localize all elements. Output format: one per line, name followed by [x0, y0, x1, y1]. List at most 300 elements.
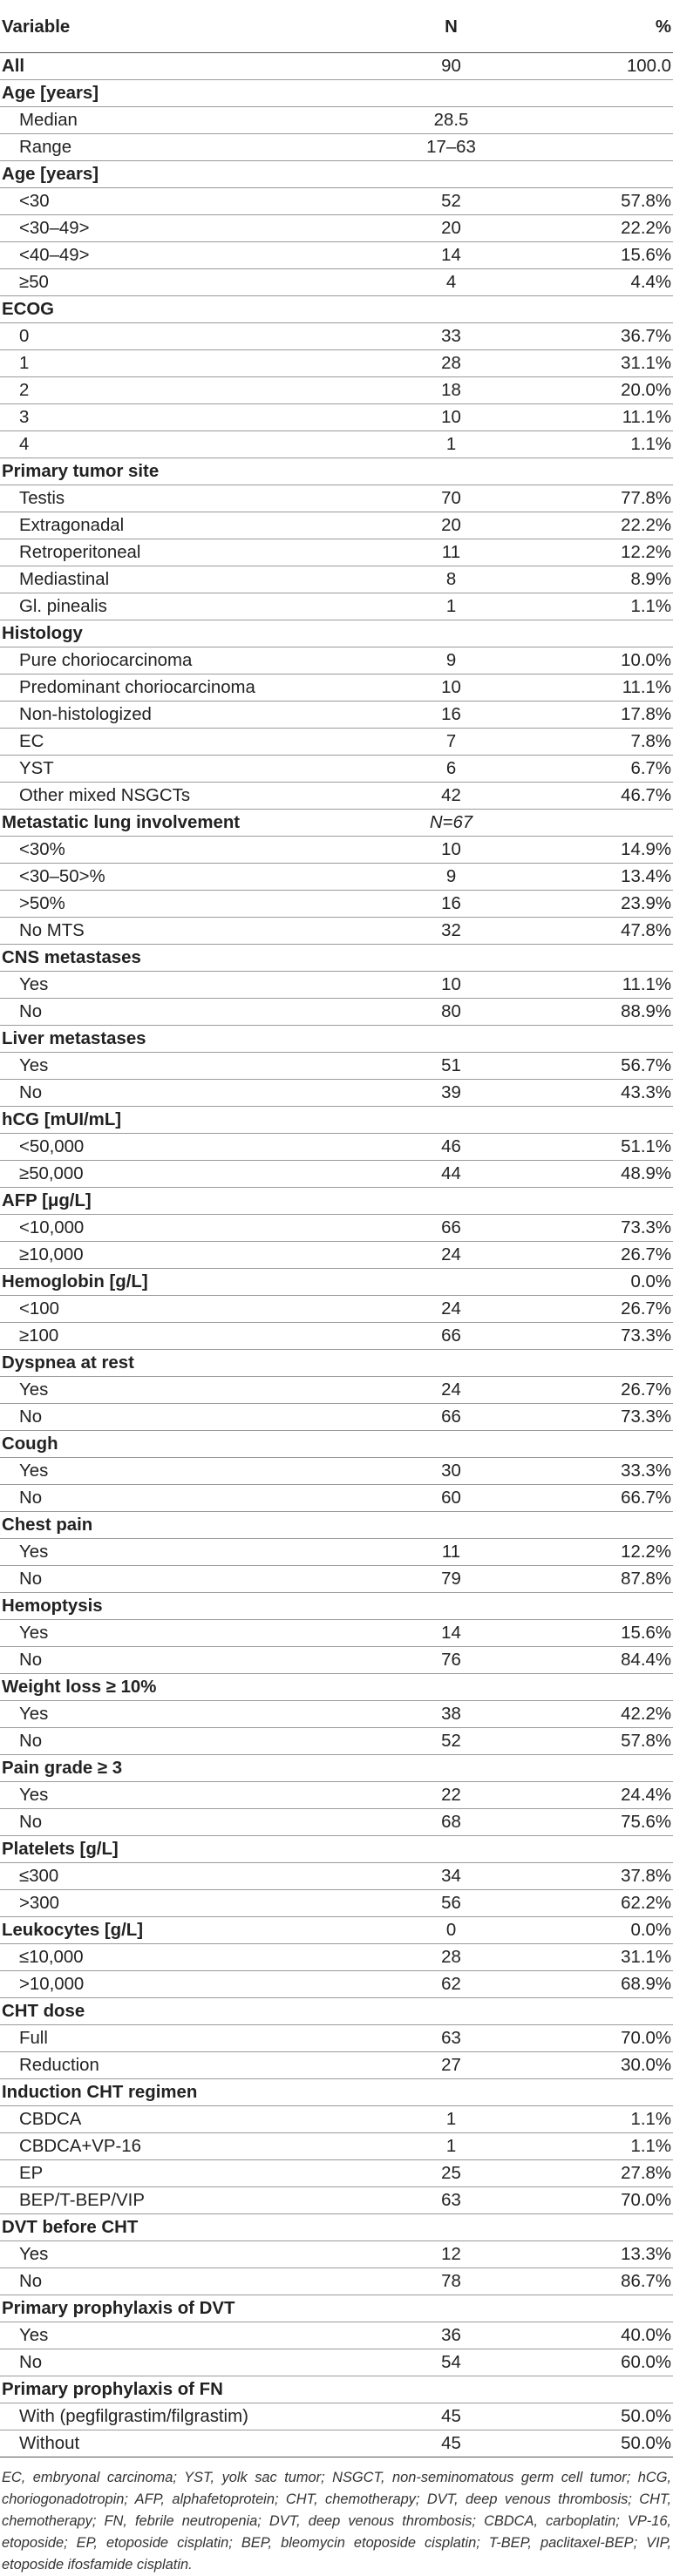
- header-n: N: [366, 2, 536, 53]
- percent-cell: [536, 1755, 673, 1782]
- table-row: [0, 377, 673, 404]
- header-variable: Variable: [0, 2, 366, 53]
- count-cell: 10: [366, 837, 536, 864]
- row-label: Yes: [0, 1458, 366, 1485]
- percent-cell: 30.0%: [536, 2052, 673, 2079]
- table-row: [0, 2268, 673, 2295]
- count-cell: 27: [366, 2052, 536, 2079]
- table-row: [0, 215, 673, 242]
- count-cell: 28: [366, 1944, 536, 1971]
- count-cell: 24: [366, 1242, 536, 1269]
- section-label: Leukocytes [g/L]: [0, 1917, 366, 1944]
- percent-cell: 31.1%: [536, 350, 673, 377]
- row-label: EP: [0, 2160, 366, 2187]
- table-row: [0, 2322, 673, 2349]
- row-label: 0: [0, 323, 366, 350]
- section-label: CNS metastases: [0, 945, 366, 972]
- table-row: [0, 1701, 673, 1728]
- count-cell: [366, 2295, 536, 2322]
- table-row: [0, 431, 673, 458]
- table-row: [0, 134, 673, 161]
- row-label: ≤10,000: [0, 1944, 366, 1971]
- row-label: No: [0, 2268, 366, 2295]
- row-label: Testis: [0, 485, 366, 512]
- row-label: 3: [0, 404, 366, 431]
- table-row: [0, 1458, 673, 1485]
- percent-cell: 11.1%: [536, 675, 673, 702]
- row-label: CBDCA: [0, 2106, 366, 2133]
- percent-cell: 57.8%: [536, 1728, 673, 1755]
- table-row: [0, 756, 673, 783]
- row-label: No: [0, 1404, 366, 1431]
- percent-cell: 22.2%: [536, 512, 673, 539]
- row-label: Yes: [0, 1782, 366, 1809]
- percent-cell: [536, 134, 673, 161]
- table-section-row: [0, 1188, 673, 1215]
- count-cell: 28.5: [366, 107, 536, 134]
- table-row: [0, 1485, 673, 1512]
- row-label: <10,000: [0, 1215, 366, 1242]
- count-cell: 1: [366, 2133, 536, 2160]
- count-cell: 7: [366, 729, 536, 756]
- count-cell: 80: [366, 999, 536, 1026]
- percent-cell: 4.4%: [536, 269, 673, 296]
- table-section-row: [0, 1836, 673, 1863]
- table-section-row: [0, 2079, 673, 2106]
- header-percent: %: [536, 2, 673, 53]
- percent-cell: [536, 2295, 673, 2322]
- table-row: [0, 647, 673, 675]
- count-cell: [366, 296, 536, 323]
- table-row: [0, 864, 673, 891]
- percent-cell: 1.1%: [536, 593, 673, 620]
- percent-cell: [536, 810, 673, 837]
- percent-cell: [536, 1188, 673, 1215]
- percent-cell: 12.2%: [536, 539, 673, 566]
- table-row: [0, 1296, 673, 1323]
- count-cell: 62: [366, 1971, 536, 1998]
- count-cell: [366, 1593, 536, 1620]
- percent-cell: 17.8%: [536, 702, 673, 729]
- percent-cell: [536, 107, 673, 134]
- count-cell: 66: [366, 1215, 536, 1242]
- row-label: Retroperitoneal: [0, 539, 366, 566]
- count-cell: 22: [366, 1782, 536, 1809]
- count-cell: 14: [366, 242, 536, 269]
- count-cell: 60: [366, 1485, 536, 1512]
- percent-cell: 1.1%: [536, 2106, 673, 2133]
- percent-cell: [536, 80, 673, 107]
- count-cell: 10: [366, 404, 536, 431]
- percent-cell: 11.1%: [536, 404, 673, 431]
- percent-cell: [536, 1431, 673, 1458]
- percent-cell: [536, 296, 673, 323]
- section-label: Hemoptysis: [0, 1593, 366, 1620]
- percent-cell: 1.1%: [536, 431, 673, 458]
- count-cell: 56: [366, 1890, 536, 1917]
- count-cell: 33: [366, 323, 536, 350]
- header-row: [0, 2, 673, 53]
- count-cell: 78: [366, 2268, 536, 2295]
- row-label: Predominant choriocarcinoma: [0, 675, 366, 702]
- section-label: AFP [μg/L]: [0, 1188, 366, 1215]
- percent-cell: 75.6%: [536, 1809, 673, 1836]
- count-cell: 51: [366, 1053, 536, 1080]
- percent-cell: [536, 2214, 673, 2241]
- row-label: 2: [0, 377, 366, 404]
- count-cell: 1: [366, 593, 536, 620]
- count-cell: 1: [366, 2106, 536, 2133]
- table-section-row: [0, 53, 673, 80]
- section-label: Primary prophylaxis of DVT: [0, 2295, 366, 2322]
- table-row: [0, 485, 673, 512]
- table-row: [0, 1620, 673, 1647]
- row-label: BEP/T-BEP/VIP: [0, 2187, 366, 2214]
- percent-cell: [536, 1836, 673, 1863]
- row-label: Extragonadal: [0, 512, 366, 539]
- table-section-row: [0, 1593, 673, 1620]
- row-label: <50,000: [0, 1134, 366, 1161]
- count-cell: 9: [366, 647, 536, 675]
- table-row: [0, 2430, 673, 2457]
- count-cell: 38: [366, 1701, 536, 1728]
- percent-cell: 57.8%: [536, 188, 673, 215]
- row-label: <30–50>%: [0, 864, 366, 891]
- percent-cell: 51.1%: [536, 1134, 673, 1161]
- table-section-row: [0, 1431, 673, 1458]
- row-label: <30–49>: [0, 215, 366, 242]
- percent-cell: 15.6%: [536, 242, 673, 269]
- percent-cell: 100.0: [536, 53, 673, 80]
- row-label: No: [0, 1566, 366, 1593]
- count-cell: 70: [366, 485, 536, 512]
- row-label: <30: [0, 188, 366, 215]
- table-section-row: [0, 458, 673, 485]
- table-row: [0, 242, 673, 269]
- percent-cell: 62.2%: [536, 1890, 673, 1917]
- count-cell: 52: [366, 1728, 536, 1755]
- count-cell: 16: [366, 891, 536, 918]
- percent-cell: 37.8%: [536, 1863, 673, 1890]
- row-label: Non-histologized: [0, 702, 366, 729]
- section-label: CHT dose: [0, 1998, 366, 2025]
- row-label: Gl. pinealis: [0, 593, 366, 620]
- row-label: Yes: [0, 1377, 366, 1404]
- row-label: Yes: [0, 2322, 366, 2349]
- table-row: [0, 1215, 673, 1242]
- count-cell: 4: [366, 269, 536, 296]
- row-label: 1: [0, 350, 366, 377]
- percent-cell: [536, 1026, 673, 1053]
- table-section-row: [0, 1269, 673, 1296]
- count-cell: [366, 1350, 536, 1377]
- table-row: [0, 539, 673, 566]
- percent-cell: 23.9%: [536, 891, 673, 918]
- percent-cell: 24.4%: [536, 1782, 673, 1809]
- row-label: Yes: [0, 1539, 366, 1566]
- section-label: DVT before CHT: [0, 2214, 366, 2241]
- row-label: No: [0, 1647, 366, 1674]
- percent-cell: [536, 161, 673, 188]
- row-label: With (pegfilgrastim/filgrastim): [0, 2403, 366, 2430]
- count-cell: 79: [366, 1566, 536, 1593]
- table-row: [0, 107, 673, 134]
- table-row: [0, 1728, 673, 1755]
- section-label: hCG [mUI/mL]: [0, 1107, 366, 1134]
- table-row: [0, 2025, 673, 2052]
- table-row: [0, 593, 673, 620]
- table-row: [0, 2133, 673, 2160]
- table-row: [0, 1242, 673, 1269]
- count-cell: N=67: [366, 810, 536, 837]
- table-row: [0, 1566, 673, 1593]
- table-row: [0, 2106, 673, 2133]
- section-label: ECOG: [0, 296, 366, 323]
- section-label: Metastatic lung involvement: [0, 810, 366, 837]
- table-row: [0, 999, 673, 1026]
- percent-cell: 84.4%: [536, 1647, 673, 1674]
- count-cell: [366, 1107, 536, 1134]
- count-cell: [366, 80, 536, 107]
- percent-cell: [536, 1998, 673, 2025]
- section-label: Dyspnea at rest: [0, 1350, 366, 1377]
- table-row: [0, 2160, 673, 2187]
- percent-cell: 12.2%: [536, 1539, 673, 1566]
- table-section-row: [0, 1026, 673, 1053]
- row-label: ≥50,000: [0, 1161, 366, 1188]
- table-row: [0, 1161, 673, 1188]
- count-cell: [366, 2214, 536, 2241]
- count-cell: 20: [366, 512, 536, 539]
- row-label: ≥50: [0, 269, 366, 296]
- patient-characteristics-table: [0, 2, 673, 2457]
- table-section-row: [0, 810, 673, 837]
- row-label: ≥10,000: [0, 1242, 366, 1269]
- count-cell: [366, 458, 536, 485]
- percent-cell: 66.7%: [536, 1485, 673, 1512]
- count-cell: 45: [366, 2403, 536, 2430]
- table-row: [0, 1971, 673, 1998]
- percent-cell: 22.2%: [536, 215, 673, 242]
- count-cell: 12: [366, 2241, 536, 2268]
- row-label: No: [0, 1080, 366, 1107]
- count-cell: 39: [366, 1080, 536, 1107]
- table-row: [0, 675, 673, 702]
- count-cell: 0: [366, 1917, 536, 1944]
- count-cell: 16: [366, 702, 536, 729]
- row-label: Yes: [0, 1620, 366, 1647]
- table-row: [0, 2403, 673, 2430]
- percent-cell: 26.7%: [536, 1296, 673, 1323]
- section-label: Cough: [0, 1431, 366, 1458]
- table-row: [0, 918, 673, 945]
- row-label: No: [0, 1485, 366, 1512]
- row-label: Without: [0, 2430, 366, 2457]
- table-row: [0, 2349, 673, 2376]
- section-label: Age [years]: [0, 161, 366, 188]
- count-cell: 11: [366, 539, 536, 566]
- percent-cell: [536, 1674, 673, 1701]
- percent-cell: 1.1%: [536, 2133, 673, 2160]
- percent-cell: 56.7%: [536, 1053, 673, 1080]
- table-row: [0, 512, 673, 539]
- section-label: Age [years]: [0, 80, 366, 107]
- table-row: [0, 404, 673, 431]
- count-cell: [366, 1755, 536, 1782]
- section-label: Primary tumor site: [0, 458, 366, 485]
- percent-cell: [536, 1350, 673, 1377]
- count-cell: 76: [366, 1647, 536, 1674]
- row-label: Other mixed NSGCTs: [0, 783, 366, 810]
- count-cell: 17–63: [366, 134, 536, 161]
- count-cell: 32: [366, 918, 536, 945]
- percent-cell: 0.0%: [536, 1917, 673, 1944]
- percent-cell: 43.3%: [536, 1080, 673, 1107]
- count-cell: [366, 1512, 536, 1539]
- row-label: Yes: [0, 972, 366, 999]
- count-cell: 90: [366, 53, 536, 80]
- section-label: Weight loss ≥ 10%: [0, 1674, 366, 1701]
- percent-cell: 50.0%: [536, 2403, 673, 2430]
- row-label: Full: [0, 2025, 366, 2052]
- row-label: No: [0, 1809, 366, 1836]
- table-row: [0, 891, 673, 918]
- table-row: [0, 1323, 673, 1350]
- table-row: [0, 1782, 673, 1809]
- table-row: [0, 323, 673, 350]
- count-cell: 11: [366, 1539, 536, 1566]
- count-cell: 63: [366, 2025, 536, 2052]
- count-cell: [366, 1431, 536, 1458]
- count-cell: 46: [366, 1134, 536, 1161]
- percent-cell: 20.0%: [536, 377, 673, 404]
- row-label: Median: [0, 107, 366, 134]
- count-cell: [366, 620, 536, 647]
- table-section-row: [0, 1998, 673, 2025]
- row-label: <100: [0, 1296, 366, 1323]
- table-section-row: [0, 945, 673, 972]
- row-label: Yes: [0, 2241, 366, 2268]
- count-cell: 24: [366, 1377, 536, 1404]
- table-section-row: [0, 2295, 673, 2322]
- section-label: Liver metastases: [0, 1026, 366, 1053]
- row-label: Yes: [0, 1701, 366, 1728]
- count-cell: 54: [366, 2349, 536, 2376]
- row-label: CBDCA+VP-16: [0, 2133, 366, 2160]
- section-label: Pain grade ≥ 3: [0, 1755, 366, 1782]
- count-cell: 66: [366, 1404, 536, 1431]
- table-row: [0, 350, 673, 377]
- count-cell: 14: [366, 1620, 536, 1647]
- percent-cell: 7.8%: [536, 729, 673, 756]
- percent-cell: 87.8%: [536, 1566, 673, 1593]
- table-row: [0, 1377, 673, 1404]
- count-cell: 10: [366, 972, 536, 999]
- count-cell: 25: [366, 2160, 536, 2187]
- table-row: [0, 1404, 673, 1431]
- percent-cell: 10.0%: [536, 647, 673, 675]
- table-row: [0, 1539, 673, 1566]
- section-label: Chest pain: [0, 1512, 366, 1539]
- table-section-row: [0, 80, 673, 107]
- section-label: Platelets [g/L]: [0, 1836, 366, 1863]
- percent-cell: 31.1%: [536, 1944, 673, 1971]
- percent-cell: 73.3%: [536, 1404, 673, 1431]
- table-row: [0, 1647, 673, 1674]
- percent-cell: [536, 2079, 673, 2106]
- count-cell: 36: [366, 2322, 536, 2349]
- count-cell: [366, 2079, 536, 2106]
- row-label: YST: [0, 756, 366, 783]
- percent-cell: 8.9%: [536, 566, 673, 593]
- table-row: [0, 188, 673, 215]
- count-cell: 28: [366, 350, 536, 377]
- row-label: Pure choriocarcinoma: [0, 647, 366, 675]
- table-row: [0, 1944, 673, 1971]
- row-label: ≤300: [0, 1863, 366, 1890]
- percent-cell: 73.3%: [536, 1215, 673, 1242]
- row-label: 4: [0, 431, 366, 458]
- table-section-row: [0, 1674, 673, 1701]
- percent-cell: 70.0%: [536, 2187, 673, 2214]
- count-cell: 20: [366, 215, 536, 242]
- count-cell: [366, 1998, 536, 2025]
- table-row: [0, 1134, 673, 1161]
- percent-cell: [536, 1107, 673, 1134]
- count-cell: 68: [366, 1809, 536, 1836]
- percent-cell: 11.1%: [536, 972, 673, 999]
- count-cell: 18: [366, 377, 536, 404]
- count-cell: [366, 1269, 536, 1296]
- count-cell: 10: [366, 675, 536, 702]
- count-cell: [366, 1674, 536, 1701]
- count-cell: 8: [366, 566, 536, 593]
- percent-cell: 42.2%: [536, 1701, 673, 1728]
- percent-cell: 86.7%: [536, 2268, 673, 2295]
- percent-cell: 68.9%: [536, 1971, 673, 1998]
- table-row: [0, 2187, 673, 2214]
- percent-cell: 26.7%: [536, 1377, 673, 1404]
- table-row: [0, 729, 673, 756]
- table-row: [0, 2052, 673, 2079]
- percent-cell: [536, 1593, 673, 1620]
- count-cell: 66: [366, 1323, 536, 1350]
- section-label: Induction CHT regimen: [0, 2079, 366, 2106]
- count-cell: 45: [366, 2430, 536, 2457]
- table-section-row: [0, 296, 673, 323]
- percent-cell: [536, 945, 673, 972]
- table-row: [0, 972, 673, 999]
- table-row: [0, 1890, 673, 1917]
- table-row: [0, 1863, 673, 1890]
- count-cell: 1: [366, 431, 536, 458]
- percent-cell: 46.7%: [536, 783, 673, 810]
- table-footnote: EC, embryonal carcinoma; YST, yolk sac tumor; NSGCT, non-seminomatous germ cell tumor; hCG, choriogonadotropin; AFP, alphafetoprotein; CHT, chemotherapy; DVT, deep venous thrombosis; CHT, chemotherapy; FN, febrile neutropenia; DVT, deep venous thrombosis; CBDCA, carboplatin; VP-16, etoposide; EP, etoposide cisplatin; BEP, bleomycin etoposide cisplatin; T-BEP, paclitaxel-BEP; VIP, etoposide ifosfamide cisplatin.: [2, 2470, 671, 2573]
- percent-cell: 70.0%: [536, 2025, 673, 2052]
- table-header: [0, 2, 673, 53]
- percent-cell: 40.0%: [536, 2322, 673, 2349]
- row-label: No: [0, 1728, 366, 1755]
- percent-cell: 13.3%: [536, 2241, 673, 2268]
- table-section-row: [0, 620, 673, 647]
- count-cell: [366, 1188, 536, 1215]
- table-section-row: [0, 1350, 673, 1377]
- percent-cell: [536, 1512, 673, 1539]
- section-label: Hemoglobin [g/L]: [0, 1269, 366, 1296]
- row-label: <30%: [0, 837, 366, 864]
- table-section-row: [0, 1755, 673, 1782]
- table-section-row: [0, 1917, 673, 1944]
